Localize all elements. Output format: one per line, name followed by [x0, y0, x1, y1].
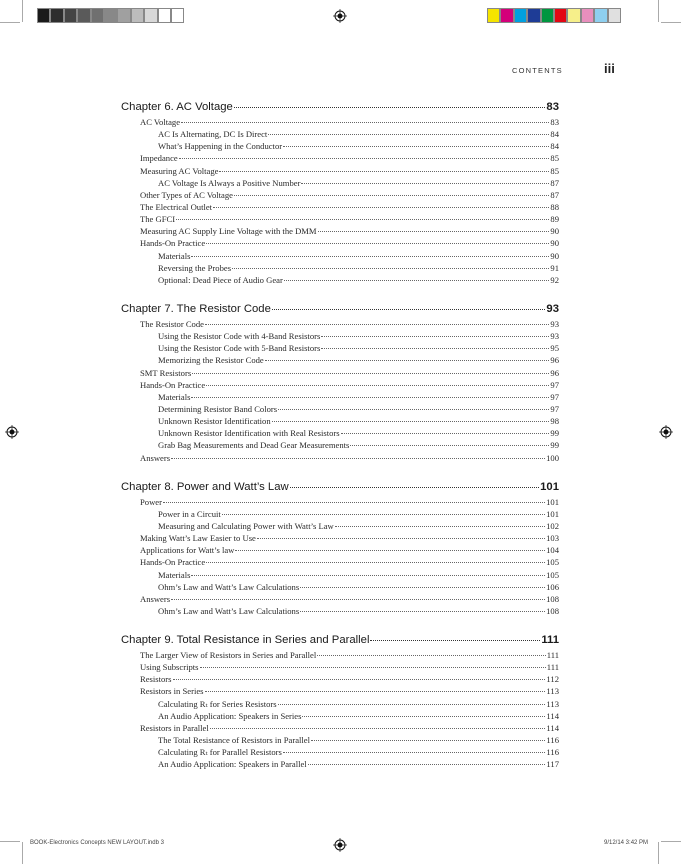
dot-leader — [200, 667, 546, 668]
dot-leader — [317, 655, 545, 656]
entry-title: Reversing the Probes — [158, 262, 232, 273]
toc-section-entry[interactable] — [121, 201, 559, 213]
entry-page: 111 — [546, 662, 559, 673]
dot-leader — [284, 280, 550, 281]
entry-title: Grab Bag Measurements and Dead Gear Measurements — [158, 440, 350, 451]
crop-mark — [661, 841, 681, 842]
entry-title: The Resistor Code — [140, 318, 204, 329]
toc-subsection-entry[interactable] — [121, 391, 559, 403]
dot-leader — [318, 231, 550, 232]
entry-page: 102 — [546, 520, 559, 531]
chapter-spacer — [121, 617, 559, 633]
toc-section-entry[interactable] — [121, 318, 559, 330]
dot-leader — [179, 158, 550, 159]
chapter-heading[interactable] — [121, 480, 559, 495]
calibration-swatch — [608, 8, 621, 23]
dot-leader — [321, 336, 549, 337]
page-number: iii — [604, 61, 615, 76]
toc-subsection-entry[interactable] — [121, 520, 559, 532]
crop-mark — [0, 841, 20, 842]
calibration-swatch — [527, 8, 540, 23]
entry-title: Unknown Resistor Identification — [158, 416, 271, 427]
calibration-swatch — [144, 8, 157, 23]
registration-mark-top — [333, 9, 347, 23]
calibration-swatch — [77, 8, 90, 23]
chapter-title: Chapter 8. Power and Watt’s Law — [121, 480, 289, 493]
calibration-swatch — [91, 8, 104, 23]
entry-title: AC Voltage — [140, 117, 181, 127]
toc-subsection-entry[interactable] — [121, 128, 559, 140]
calibration-swatch — [131, 8, 144, 23]
dot-leader — [192, 373, 549, 374]
calibration-swatch — [500, 8, 513, 23]
toc-subsection-entry[interactable] — [121, 746, 559, 758]
toc-subsection-entry[interactable] — [121, 569, 559, 581]
entry-title: Ohm’s Law and Watt’s Law Calculations — [158, 605, 300, 616]
chapter-page: 93 — [546, 302, 559, 315]
toc-section-entry[interactable] — [121, 532, 559, 544]
grayscale-calibration-bar — [37, 8, 184, 23]
entry-page: 100 — [546, 452, 559, 463]
dot-leader — [302, 716, 545, 717]
dot-leader — [235, 550, 545, 551]
entry-page: 93 — [550, 331, 559, 342]
toc-subsection-entry[interactable] — [121, 250, 559, 262]
entry-page: 90 — [550, 250, 559, 261]
calibration-swatch — [514, 8, 527, 23]
toc-section-entry[interactable] — [121, 189, 559, 201]
toc-section-entry[interactable] — [121, 213, 559, 225]
crop-mark — [658, 842, 659, 864]
dot-leader — [219, 171, 549, 172]
chapter-spacer — [121, 286, 559, 302]
entry-page: 105 — [546, 569, 559, 580]
chapter-heading[interactable] — [121, 302, 559, 317]
entry-title: Hands-On Practice — [140, 379, 206, 390]
toc-section-entry[interactable] — [121, 152, 559, 164]
entry-page: 105 — [546, 557, 559, 568]
toc-subsection-entry[interactable] — [121, 403, 559, 415]
dot-leader — [176, 219, 549, 220]
entry-title: The Electrical Outlet — [140, 201, 213, 212]
calibration-swatch — [594, 8, 607, 23]
table-of-contents — [121, 100, 559, 770]
entry-page: 84 — [550, 141, 559, 152]
entry-page: 97 — [550, 391, 559, 402]
toc-subsection-entry[interactable] — [121, 698, 559, 710]
dot-leader — [300, 611, 545, 612]
entry-title: Determining Resistor Band Colors — [158, 403, 278, 414]
entry-page: 95 — [550, 343, 559, 354]
toc-section-entry[interactable] — [121, 165, 559, 177]
dot-leader — [283, 752, 546, 753]
toc-subsection-entry[interactable] — [121, 439, 559, 451]
entry-title: Ohm’s Law and Watt’s Law Calculations — [158, 581, 300, 592]
dot-leader — [191, 575, 545, 576]
dot-leader — [181, 122, 549, 123]
dot-leader — [300, 587, 545, 588]
calibration-swatch — [104, 8, 117, 23]
entry-title: What’s Happening in the Conductor — [158, 141, 283, 152]
dot-leader — [210, 728, 546, 729]
entry-title: Memorizing the Resistor Code — [158, 355, 264, 366]
dot-leader — [191, 256, 549, 257]
entry-page: 116 — [546, 735, 559, 746]
entry-title: Hands-On Practice — [140, 238, 206, 249]
dot-leader — [290, 487, 539, 488]
entry-title: Materials — [158, 250, 191, 261]
slug-filename: BOOK-Electronics Concepts NEW LAYOUT.indb 3 — [30, 840, 164, 846]
entry-page: 88 — [550, 201, 559, 212]
entry-title: SMT Resistors — [140, 367, 192, 378]
dot-leader — [173, 679, 546, 680]
entry-title: Applications for Watt’s law — [140, 545, 235, 556]
entry-page: 112 — [546, 674, 559, 685]
calibration-swatch — [117, 8, 130, 23]
entry-title: An Audio Application: Speakers in Parallel — [158, 759, 307, 770]
toc-section-entry[interactable] — [121, 593, 559, 605]
entry-page: 97 — [550, 403, 559, 414]
toc-subsection-entry[interactable] — [121, 262, 559, 274]
dot-leader — [234, 107, 546, 108]
calibration-swatch — [567, 8, 580, 23]
calibration-swatch — [554, 8, 567, 23]
entry-page: 85 — [550, 165, 559, 176]
entry-title: Impedance — [140, 153, 178, 164]
entry-title: Using the Resistor Code with 5-Band Resistors — [158, 343, 321, 354]
entry-title: The Total Resistance of Resistors in Parallel — [158, 735, 310, 746]
toc-section-entry[interactable] — [121, 452, 559, 464]
entry-title: Using Subscripts — [140, 662, 199, 673]
entry-title: AC Is Alternating, DC Is Direct — [158, 129, 268, 140]
entry-page: 96 — [550, 355, 559, 366]
dot-leader — [171, 599, 545, 600]
registration-mark-right — [659, 425, 673, 439]
dot-leader — [206, 243, 549, 244]
entry-page: 92 — [550, 274, 559, 285]
dot-leader — [283, 146, 549, 147]
toc-section-entry[interactable] — [121, 722, 559, 734]
dot-leader — [205, 324, 549, 325]
entry-page: 108 — [546, 593, 559, 604]
entry-title: Using the Resistor Code with 4-Band Resistors — [158, 331, 321, 342]
entry-page: 117 — [546, 759, 559, 770]
color-calibration-bar — [487, 8, 621, 23]
slug-timestamp: 9/12/14 3:42 PM — [604, 840, 649, 846]
dot-leader — [272, 421, 550, 422]
toc-section-entry[interactable] — [121, 225, 559, 237]
calibration-swatch — [50, 8, 63, 23]
registration-mark-bottom — [333, 838, 347, 852]
calibration-swatch — [64, 8, 77, 23]
dot-leader — [206, 562, 545, 563]
chapter-page: 83 — [546, 101, 559, 113]
crop-mark — [661, 22, 681, 23]
dot-leader — [222, 514, 545, 515]
chapter-title: Chapter 7. The Resistor Code — [121, 302, 271, 315]
crop-mark — [22, 842, 23, 864]
toc-section-entry[interactable] — [121, 237, 559, 249]
entry-title: Calculating Rₜ for Parallel Resistors — [158, 747, 282, 758]
crop-mark — [658, 0, 659, 22]
entry-title: Making Watt’s Law Easier to Use — [140, 533, 256, 544]
entry-page: 113 — [546, 686, 559, 697]
crop-mark — [22, 0, 23, 22]
toc-subsection-entry[interactable] — [121, 415, 559, 427]
entry-title: Measuring AC Supply Line Voltage with the DMM — [140, 226, 317, 237]
toc-subsection-entry[interactable] — [121, 140, 559, 152]
entry-title: The GFCI — [140, 214, 176, 225]
chapter-page: 111 — [541, 634, 559, 647]
entry-title: Calculating Rₜ for Series Resistors — [158, 698, 277, 709]
entry-page: 113 — [546, 698, 559, 709]
toc-subsection-entry[interactable] — [121, 330, 559, 342]
entry-page: 98 — [550, 416, 559, 427]
chapter-heading[interactable] — [121, 633, 559, 648]
entry-title: Answers — [140, 593, 171, 604]
toc-subsection-entry[interactable] — [121, 605, 559, 617]
toc-section-entry[interactable] — [121, 544, 559, 556]
toc-subsection-entry[interactable] — [121, 508, 559, 520]
entry-page: 89 — [550, 214, 559, 225]
dot-leader — [272, 309, 546, 310]
dot-leader — [301, 183, 549, 184]
entry-page: 99 — [550, 428, 559, 439]
entry-page: 114 — [546, 710, 559, 721]
chapter-page: 101 — [540, 480, 559, 493]
dot-leader — [335, 526, 545, 527]
toc-section-entry[interactable] — [121, 673, 559, 685]
dot-leader — [213, 207, 549, 208]
toc-section-entry[interactable] — [121, 116, 559, 128]
dot-leader — [171, 458, 545, 459]
dot-leader — [257, 538, 545, 539]
toc-section-entry[interactable] — [121, 661, 559, 673]
entry-page: 87 — [550, 189, 559, 200]
dot-leader — [163, 502, 545, 503]
toc-subsection-entry[interactable] — [121, 354, 559, 366]
entry-title: Other Types of AC Voltage — [140, 189, 233, 200]
dot-leader — [370, 640, 540, 641]
toc-section-entry[interactable] — [121, 649, 559, 661]
dot-leader — [311, 740, 545, 741]
entry-page: 111 — [546, 650, 559, 661]
toc-section-entry[interactable] — [121, 496, 559, 508]
toc-subsection-entry[interactable] — [121, 274, 559, 286]
crop-mark — [0, 22, 20, 23]
toc-subsection-entry[interactable] — [121, 710, 559, 722]
entry-page: 106 — [546, 581, 559, 592]
dot-leader — [268, 134, 549, 135]
dot-leader — [206, 385, 549, 386]
calibration-swatch — [158, 8, 171, 23]
entry-page: 84 — [550, 129, 559, 140]
calibration-swatch — [37, 8, 50, 23]
entry-page: 90 — [550, 226, 559, 237]
entry-title: Power in a Circuit — [158, 508, 221, 519]
toc-subsection-entry[interactable] — [121, 758, 559, 770]
entry-page: 90 — [550, 238, 559, 249]
dot-leader — [234, 195, 549, 196]
dot-leader — [278, 409, 549, 410]
dot-leader — [308, 764, 546, 765]
toc-section-entry[interactable] — [121, 367, 559, 379]
dot-leader — [232, 268, 549, 269]
chapter-title: Chapter 9. Total Resistance in Series and Parallel — [121, 634, 370, 647]
entry-title: Resistors in Series — [140, 686, 204, 697]
toc-section-entry[interactable] — [121, 556, 559, 568]
entry-title: AC Voltage Is Always a Positive Number — [158, 177, 301, 188]
toc-subsection-entry[interactable] — [121, 427, 559, 439]
entry-page: 101 — [546, 496, 559, 507]
dot-leader — [321, 348, 549, 349]
dot-leader — [341, 433, 550, 434]
entry-page: 114 — [546, 722, 559, 733]
entry-page: 97 — [550, 379, 559, 390]
dot-leader — [205, 691, 546, 692]
entry-title: Materials — [158, 391, 191, 402]
entry-title: Optional: Dead Piece of Audio Gear — [158, 274, 283, 285]
dot-leader — [191, 397, 549, 398]
chapter-spacer — [121, 464, 559, 480]
entry-title: Hands-On Practice — [140, 557, 206, 568]
toc-section-entry[interactable] — [121, 685, 559, 697]
toc-subsection-entry[interactable] — [121, 177, 559, 189]
dot-leader — [278, 704, 546, 705]
entry-page: 83 — [550, 117, 559, 127]
entry-title: Resistors in Parallel — [140, 722, 209, 733]
entry-page: 96 — [550, 367, 559, 378]
entry-page: 101 — [546, 508, 559, 519]
calibration-swatch — [541, 8, 554, 23]
calibration-swatch — [487, 8, 500, 23]
entry-title: Answers — [140, 452, 171, 463]
registration-mark-left — [5, 425, 19, 439]
calibration-swatch — [171, 8, 184, 23]
running-head: CONTENTS — [512, 66, 563, 75]
entry-title: Resistors — [140, 674, 172, 685]
entry-page: 116 — [546, 747, 559, 758]
entry-page: 103 — [546, 533, 559, 544]
toc-subsection-entry[interactable] — [121, 581, 559, 593]
dot-leader — [350, 445, 549, 446]
toc-subsection-entry[interactable] — [121, 734, 559, 746]
calibration-swatch — [581, 8, 594, 23]
entry-title: Power — [140, 496, 162, 507]
toc-subsection-entry[interactable] — [121, 342, 559, 354]
entry-title: Materials — [158, 569, 191, 580]
entry-page: 99 — [550, 440, 559, 451]
entry-title: The Larger View of Resistors in Series and Parallel — [140, 650, 317, 661]
entry-page: 87 — [550, 177, 559, 188]
entry-page: 91 — [550, 262, 559, 273]
entry-page: 85 — [550, 153, 559, 164]
toc-section-entry[interactable] — [121, 379, 559, 391]
dot-leader — [265, 360, 550, 361]
entry-title: Measuring and Calculating Power with Watt’s Law — [158, 520, 334, 531]
entry-title: Unknown Resistor Identification with Real Resistors — [158, 428, 340, 439]
chapter-heading[interactable] — [121, 100, 559, 115]
entry-title: An Audio Application: Speakers in Series — [158, 710, 302, 721]
entry-page: 108 — [546, 605, 559, 616]
entry-title: Measuring AC Voltage — [140, 165, 219, 176]
entry-page: 93 — [550, 318, 559, 329]
chapter-title: Chapter 6. AC Voltage — [121, 101, 233, 113]
entry-page: 104 — [546, 545, 559, 556]
